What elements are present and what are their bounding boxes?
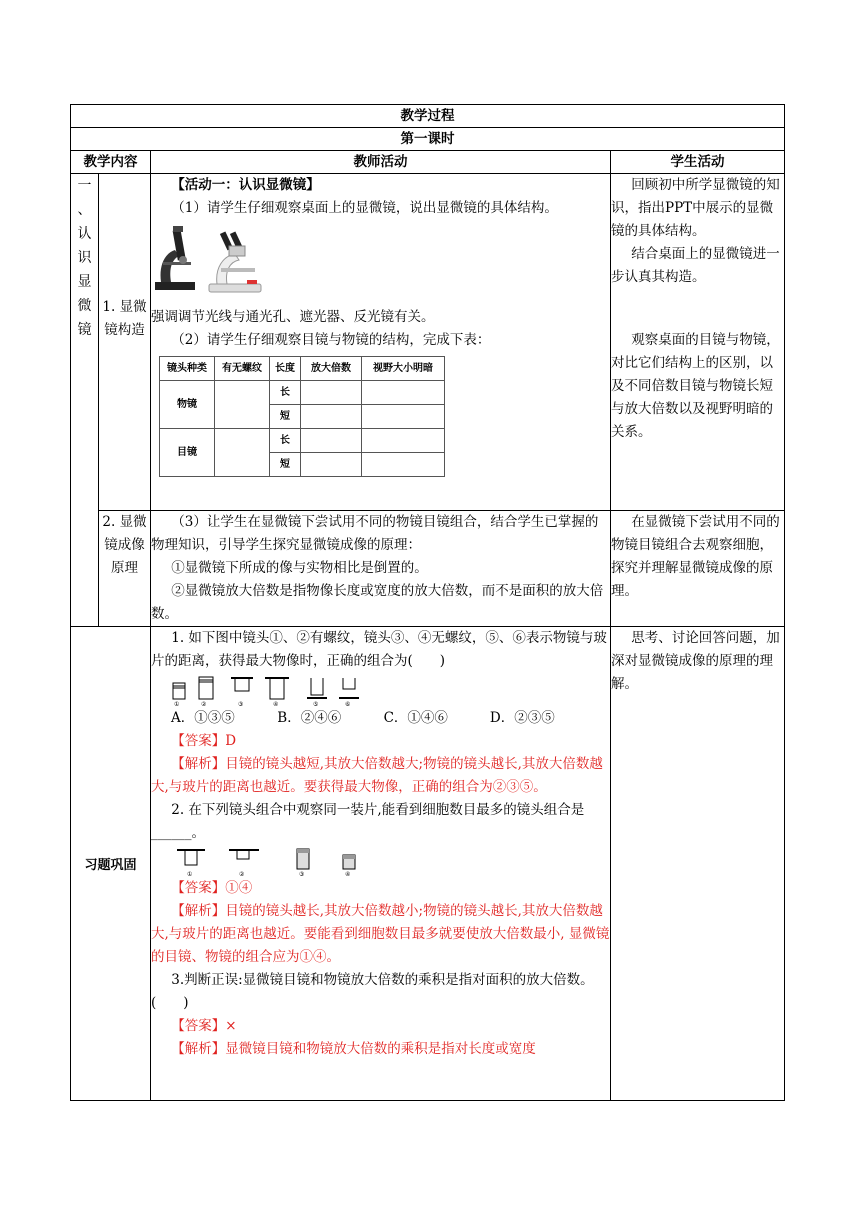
session-title: 第一课时 (71, 128, 785, 151)
option-a: A．①③⑤ (171, 710, 235, 726)
lens-table-cell (215, 381, 270, 429)
point2-text: ②显微镜放大倍数是指物像长度或宽度的放大倍数，而不是面积的放大倍数。 (151, 583, 604, 622)
table-title: 教学过程 (71, 105, 785, 128)
lesson-plan (70, 104, 784, 1101)
sub2-student (611, 511, 785, 627)
lens-label: ⑥ (345, 701, 351, 707)
sub2-label: 2. 显微镜成像原理 (99, 511, 151, 627)
lens-label: ④ (345, 871, 351, 877)
exercises-student (611, 627, 785, 1101)
lens-length-cell: 短 (270, 405, 301, 429)
option-b: B．②④⑥ (277, 710, 342, 726)
question2-lenses (151, 845, 610, 877)
question2-analysis: 【解析】目镜的镜头越长,其放大倍数越小;物镜的镜头越长,其放大倍数越 大,与玻片的距离也越近。要能看到细胞数目最多就要使放大倍数最小, 显微镜的目镜、物镜的组合应为①④。 (151, 903, 610, 965)
microscope-images (151, 220, 610, 306)
lens-table-cell (301, 453, 362, 477)
lens-label: ③ (238, 701, 244, 707)
point1-text: ①显微镜下所成的像与实物相比是倒置的。 (171, 560, 428, 576)
option-c: C．①④⑥ (383, 710, 448, 726)
lens-label: ③ (299, 871, 305, 877)
question3-text: 3.判断正误:显微镜目镜和物镜放大倍数的乘积是指对面积的放大倍数。( ) (151, 972, 594, 1011)
teaching-process-table (70, 104, 785, 1101)
emphasis-text: 强调调节光线与通光孔、遮光器、反光镜有关。 (151, 309, 435, 325)
lens-table (159, 356, 445, 477)
col-header-student: 学生活动 (611, 151, 785, 174)
option-d: D．②③⑤ (489, 710, 555, 726)
section1-title: 一 、 认 识 显 微 镜 (71, 174, 99, 627)
question3-answer: 【答案】× (171, 1018, 237, 1034)
lens-table-cell (301, 381, 362, 405)
lens-type-eyepiece: 目镜 (160, 429, 215, 477)
col-header-content: 教学内容 (71, 151, 151, 174)
lens-label: ② (201, 701, 207, 707)
question3-analysis: 【解析】显微镜目镜和物镜放大倍数的乘积是指对长度或宽度 (171, 1041, 536, 1057)
question2-text: 2. 在下列镜头组合中观察同一装片,能看到细胞数目最多的镜头组合是______。 (151, 802, 585, 841)
step3-text: （3）让学生在显微镜下尝试用不同的物镜目镜组合，结合学生已掌握的物理知识，引导学生探究显微镜成像的原理： (151, 514, 599, 553)
question1-text: 1. 如下图中镜头①、②有螺纹，镜头③、④无螺纹，⑤、⑥表示物镜与玻片的距离，获得最大物像时，正确的组合为( ) (151, 630, 607, 669)
lens-label: ① (187, 871, 193, 877)
question2-answer: 【答案】①④ (171, 880, 253, 896)
activity-title: 【活动一：认识显微镜】 (171, 177, 320, 193)
student-text: 思考、讨论回答问题，加深对显微镜成像的原理的理解。 (611, 630, 780, 692)
lens-table-header: 放大倍数 (301, 357, 362, 381)
question1-options (151, 707, 610, 730)
exercises-teacher (151, 627, 611, 1101)
lens-length-cell: 长 (270, 381, 301, 405)
sub2-teacher (151, 511, 611, 627)
lens-table-cell (362, 381, 445, 405)
lens-table-cell (362, 429, 445, 453)
lens-table-cell (301, 429, 362, 453)
student-text: 结合桌面上的显微镜进一步认真其构造。 (611, 246, 780, 285)
lens-table-cell (215, 429, 270, 477)
section2-label: 习题巩固 (71, 627, 151, 1101)
lens-length-cell: 长 (270, 429, 301, 453)
lens-table-header: 视野大小明暗 (362, 357, 445, 381)
lens-table-header: 长度 (270, 357, 301, 381)
sub1-student (611, 174, 785, 511)
step1-text: （1）请学生仔细观察桌面上的显微镜，说出显微镜的具体结构。 (171, 200, 558, 216)
lens-table-cell (301, 405, 362, 429)
lens-table-header: 有无螺纹 (215, 357, 270, 381)
lens-label: ④ (273, 701, 279, 707)
student-text: 在显微镜下尝试用不同的物镜目镜组合去观察细胞，探究并理解显微镜成像的原理。 (611, 514, 780, 599)
lens-type-objective: 物镜 (160, 381, 215, 429)
col-header-teacher: 教师活动 (151, 151, 611, 174)
lens-label: ① (174, 701, 180, 707)
microscope-icon (153, 224, 265, 296)
student-text: 回顾初中所学显微镜的知识，指出PPT中展示的显微镜的具体结构。 (611, 177, 780, 239)
lens-table-cell (362, 405, 445, 429)
lens-label: ⑤ (313, 701, 319, 707)
question1-lenses (151, 673, 610, 707)
lens-diagram-icon (177, 847, 377, 877)
lens-table-header: 镜头种类 (160, 357, 215, 381)
question1-answer: 【答案】D (171, 733, 237, 749)
sub1-teacher (151, 174, 611, 511)
sub1-label: 1. 显微镜构造 (99, 174, 151, 511)
lens-label: ② (239, 871, 245, 877)
lens-table-cell (362, 453, 445, 477)
student-text: 观察桌面的目镜与物镜，对比它们结构上的区别，以及不同倍数目镜与物镜长短与放大倍数以及视野明暗的关系。 (611, 332, 780, 440)
lens-diagram-icon (171, 675, 391, 707)
lens-length-cell: 短 (270, 453, 301, 477)
step2-text: （2）请学生仔细观察目镜与物镜的结构，完成下表： (171, 332, 491, 348)
question1-analysis: 【解析】目镜的镜头越短,其放大倍数越大;物镜的镜头越长,其放大倍数越大,与玻片的距离也越近。要获得最大物像，正确的组合为②③⑤。 (151, 756, 603, 795)
